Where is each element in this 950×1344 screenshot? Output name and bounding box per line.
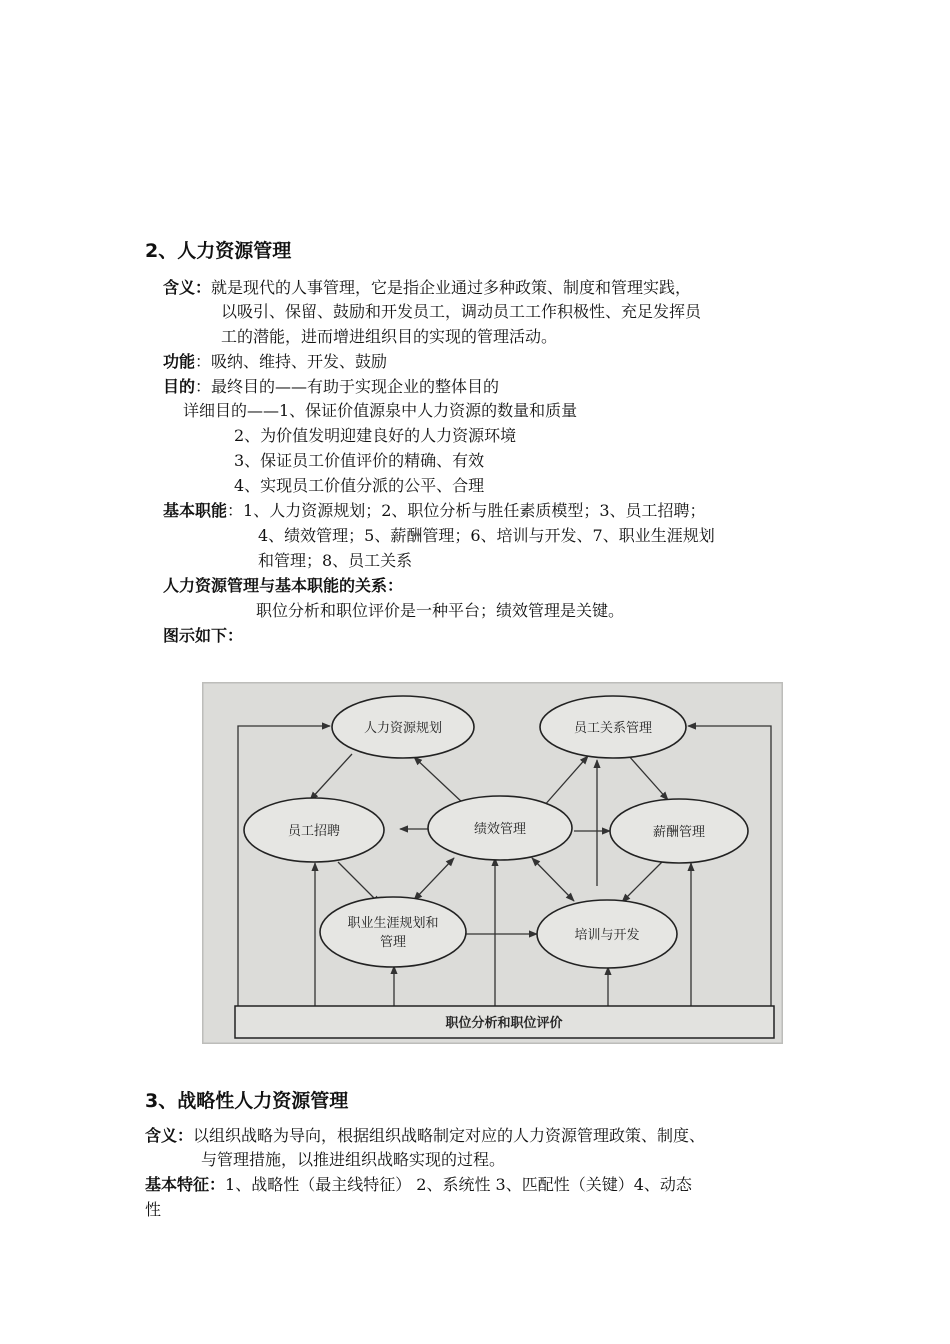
platform-label: 职位分析和职位评价 <box>445 1016 563 1031</box>
purpose-text: ：最终目的——有助于实现企业的整体目的 <box>195 377 500 396</box>
function-text: ：吸纳、维持、开发、鼓励 <box>195 352 388 371</box>
photo-background <box>202 682 783 1044</box>
basic-functions-line: 4、绩效管理；5、薪酬管理；6、培训与开发、7、职业生涯规划 <box>258 526 715 545</box>
features-line: 1、战略性（最主线特征） 2、系统性 3、匹配性（关键）4、动态 <box>225 1175 692 1194</box>
meaning-line: 与管理措施，以推进组织战略实现的过程。 <box>201 1150 506 1169</box>
node-label: 培训与开发 <box>574 928 640 943</box>
node-label: 员工关系管理 <box>573 721 653 736</box>
node-label: 人力资源规划 <box>363 721 443 736</box>
meaning-paragraph <box>163 276 691 300</box>
basic-functions-line: ：1、人力资源规划；2、职位分析与胜任素质模型；3、员工招聘； <box>227 501 706 520</box>
detail-line: 详细目的——1、保证价值源泉中人力资源的数量和质量 <box>183 401 578 420</box>
meaning-paragraph <box>145 1124 705 1148</box>
node-label: 员工招聘 <box>287 824 341 839</box>
figure-label: 图示如下： <box>163 626 244 645</box>
diagram-svg <box>202 682 783 1044</box>
basic-functions-label: 基本职能 <box>163 501 228 520</box>
detail-line: 3、保证员工价值评价的精确、有效 <box>234 451 485 470</box>
meaning-line: 工的潜能，进而增进组织目的实现的管理活动。 <box>221 327 558 346</box>
features-line: 性 <box>145 1200 162 1219</box>
features-label: 基本特征： <box>145 1175 226 1194</box>
section-heading: 2、人力资源管理 <box>145 240 292 262</box>
node-label: 薪酬管理 <box>652 825 706 840</box>
meaning-line: 就是现代的人事管理，它是指企业通过多种政策、制度和管理实践， <box>211 278 692 297</box>
node-label: 职业生涯规划和 <box>347 916 439 931</box>
purpose-label: 目的 <box>163 377 196 396</box>
node-label: 管理 <box>379 935 407 950</box>
meaning-label: 含义： <box>163 278 212 297</box>
meaning-label: 含义： <box>145 1126 194 1145</box>
basic-functions-line: 和管理；8、员工关系 <box>258 551 413 570</box>
relation-label: 人力资源管理与基本职能的关系： <box>163 576 404 595</box>
hr-functions-diagram <box>202 682 783 1044</box>
basic-functions-paragraph <box>163 499 706 523</box>
meaning-line: 以组织战略为导向，根据组织战略制定对应的人力资源管理政策、制度、 <box>193 1126 706 1145</box>
detail-line: 4、实现员工价值分派的公平、合理 <box>234 476 485 495</box>
relation-text: 职位分析和职位评价是一种平台；绩效管理是关键。 <box>256 601 625 620</box>
node-career <box>320 897 466 967</box>
section-heading: 3、战略性人力资源管理 <box>145 1090 349 1112</box>
meaning-line: 以吸引、保留、鼓励和开发员工，调动员工工作积极性、充足发挥员 <box>221 302 702 321</box>
purpose-paragraph <box>163 375 499 399</box>
function-label: 功能 <box>163 352 196 371</box>
detail-line: 2、为价值发明迎建良好的人力资源环境 <box>234 426 517 445</box>
function-paragraph <box>163 350 387 374</box>
features-paragraph <box>145 1173 692 1197</box>
node-label: 绩效管理 <box>473 822 527 837</box>
